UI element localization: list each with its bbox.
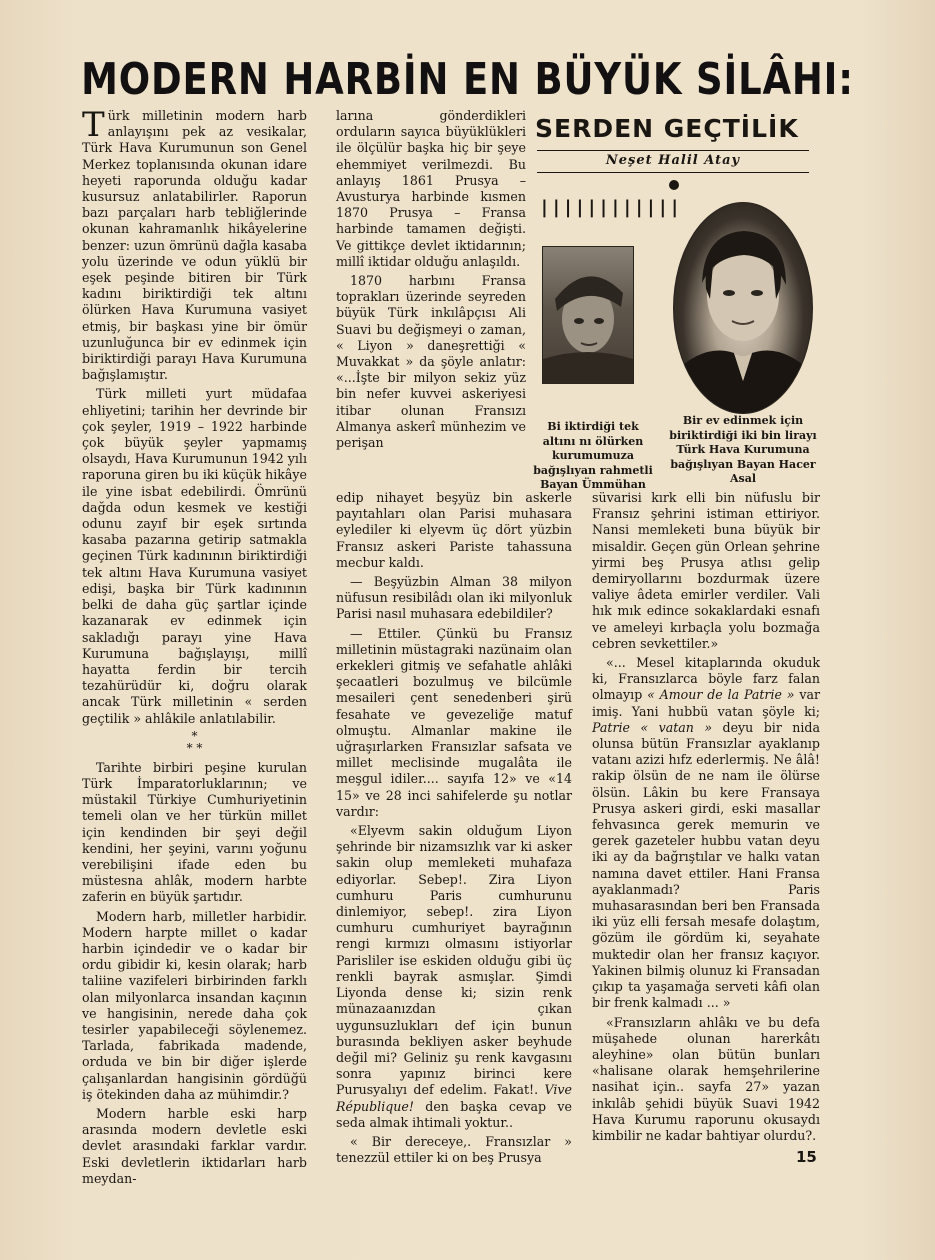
paragraph: «... Mesel kitaplarında okuduk ki, Fransızlarca böyle farz falan olmayıp « Amour de la Patrie » var imiş. Yani hubbü vatan şöyle ki; Patrie « vatan » deyu bir nida olunsa bütün Fransızlar ayaklanıp vatanı azizi hıfz ederlermiş. Ne âlâ! rakip ölsün de ne nam ile ölürse ölsün. Lâkin bu kere Fransaya Prusya askeri girdi, eski masallar fehvasınca gerek memurin ve gerek gazeteler hubbu vatan deyu iki ay da bağrıştılar ve halkı vatan namına davet ettiler. Hani Fransa ayaklanmadı? Paris muhasarasından beri ben Fransada iki yüz elli fersah mesafe dolaştım, gözüm ile gördüm ki, seyahate muktedir olan her fransız kaçıyor. Yakinen bilmiş olunuz ki Fransadan çıkıp ta yaşamağa serveti kâfi olan bir frenk kalmadı ... »: [592, 655, 820, 1011]
paragraph: « Bir dereceye,. Fransızlar » tenezzül ettiler ki on beş Prusya: [336, 1133, 572, 1166]
dropcap: T: [82, 105, 105, 145]
paragraph: Tarihte birbiri peşine kurulan Türk İmparatorluklarının; ve müstakil Türkiye Cumhuriyetinin temeli olan ve her türkün millet için kendinden bir şeyi değil kendini, her şeyini, varını yoğunu verebilişini ifade eden bu müstesna ahlâk, modern harbte zaferin en büyük şartıdır.: [82, 759, 307, 905]
paragraph: Türk milleti yurt müdafaa ehliyetini; tarihin her devrinde bir çok şeyler, 1919 – 1922 harbinde çok büyük şeyler yapmamış olsaydı, Hava Kurumunun 1942 yılı raporuna giren bu iki küçük hikâye ile yine isbat edebilirdi. Ömrünü dağda odun kesmek ve kestiği odunu zayıf bir eşek sırtında kasaba pazarına getirip satmakla geçinen Türk kadınının biriktirdiği tek altını Hava Kurumuna vasiyet edişi, başka bir Türk kadınının belki de daha güç şartlar içinde kazanarak ev edinmek için sakladığı parayı yine Hava Kurumuna bağışlayışı, millî hayatta ferdin bir tercih tezahürüdür ki, doğru olarak ancak Türk milletinin « serden geçtilik » ahlâkile anlatılabilir.: [82, 386, 307, 726]
italic-quote: Patrie « vatan »: [592, 719, 713, 735]
paragraph: Modern harble eski harp arasında modern devletle eski devlet arasındaki farklar vardır. Eski devletlerin iktidarları harb meydan-: [82, 1105, 307, 1186]
paragraph: Modern harb, milletler harbidir. Modern harpte millet o kadar harbin içindedir ve o kadar bir ordu gibidir ki, kesin olarak; harb taliine vazifeleri birbirinden farklı olan milyonlarca insandan kaçının ve hangisinin, nerede daha çok tesirler yapabileceği söylenemez. Tarlada, fabrikada madende, orduda ve bin bir diğer işlerde çalışanlardan hangisinin gördüğü iş ötekinden daha az mühimdir.?: [82, 908, 307, 1102]
article-column-4: [592, 490, 820, 1147]
paragraph: edip nihayet beşyüz bin askerle payıtahları olan Parisi muhasara eylediler ki elyevm üç dört yüzbin Fransız askeri Pariste tahassuna mecbur kaldı.: [336, 490, 572, 570]
section-separator: * * *: [186, 728, 203, 755]
paragraph: — Ettiler. Çünkü bu Fransız milletinin müstagraki nazünaim olan erkekleri gitmiş ve sefahatle ahlâki şecaatleri bozulmuş ve bilcümle mesaileri çent senedenberi şirü fesahate ve gevezeliğe matuf olmuştu. Almanlar makine ile uğraşırlarken Fransızlar safsata ve millet meclisinde mugalâta ile meşgul idiler.... sayıfa 12» ve «14 15» ve 28 inci sahifelerde şu notlar vardır:: [336, 625, 572, 819]
bullet-dot: [669, 180, 679, 190]
paragraph: «Elyevm sakin olduğum Liyon şehrinde bir nizamsızlık var ki asker sakin olup memleketi muhafaza ediyorlar. Sebep!. Zira Liyon cumhuru Paris cumhurunu dinlemiyor, sebep!. zira Liyon cumhuru cumhuriyet bayrağının rengi kırmızı olmasını istiyorlar Parisliler ise eskiden olduğu gibi üç renkli bayrak asmışlar. Şimdi Liyonda dense ki; sizin renk münazaanızdan çıkan uygunsuzlukları def için bunun burasında bekliyen asker beyhude değil mi? Geliniz şu renk kavgasını sonra yapınız birinci kere Purusyalıyı def edelim. Fakat!. Vive République! den başka cevap ve seda almak ihtimali yoktur..: [336, 823, 572, 1130]
photo-caption-right: Bir ev edinmek için biriktirdiği iki bin lirayı Türk Hava Kurumuna bağışlıyan Bayan Hacer Asal: [669, 414, 817, 485]
article-column-3: [336, 490, 572, 1169]
paragraph: ürk milletinin modern harb anlayışını pek az vesikalar, Türk Hava Kurumunun son Genel Merkez toplanısında okunan idare heyeti raporunda olduğu kadar kusursuz anlatabilirler. Raporun bazı parçaları harb tebliğlerinde okunan kahramanlık hikâyelerine benzer: uzun ömrünü dağla kasaba yolu üzerinde ve odun yüklü bir eşek peşinde bitiren bir Türk kadını biriktirdiği tek altını ölürken Hava Kurumuna vasiyet etmiş, bir başkası yine bir ömür uzunluğunca bir ev edinmek için biriktirdiği parayı Hava Kurumuna bağışlamıştır.: [82, 108, 307, 383]
decorative-bars: ||||||||||||: [539, 197, 682, 218]
headline: MODERN HARBİN EN BÜYÜK SİLÂHI:: [81, 54, 854, 105]
author-byline: Neşet Halil Atay: [605, 153, 741, 168]
paragraph: süvarisi kırk elli bin nüfuslu bir Fransız şehrini istiman ettiriyor. Nansi memleketi buna büyük bir misaldir. Geçen gün Orlean şehrine yirmi beş Prusya atlısı gelip demiryollarını bozdurmak üzere valiye âdeta emirler verdiler. Vali hık mık edince sokaklardaki esnafı ve ameleyi kırbaçla yolu bozmağa cebren sevkettiler.»: [592, 490, 820, 651]
paragraph: 1870 harbını Fransa toprakları üzerinde seyreden büyük Türk inkılâpçısı Ali Suavi bu değişmeyi o zaman, « Liyon » daneşrettiği « Muvakkat » da şöyle anlatır: «...İşte bir milyon sekiz yüz bin nefer kuvvei askeriyesi itibar olunan Fransızı Almanya askerî münhezim ve perişan: [336, 273, 526, 451]
article-column-1: [82, 105, 307, 1190]
italic-quote: « Amour de la Patrie »: [647, 687, 795, 703]
rule-top: [537, 150, 809, 151]
portrait-photo-ummuhan: [542, 246, 634, 384]
rule-bottom: [537, 172, 809, 173]
photo-caption-left: Bi iktirdiği tek altını nı ölürken kurumumuza bağışlıyan rahmetli Bayan Ümmühan: [533, 420, 653, 491]
subheadline: SERDEN GEÇTİLİK: [535, 114, 799, 143]
paragraph: «Fransızların ahlâkı ve bu defa müşahede olunan harerkâtı aleyhine» olan bütün bunları «halisane olarak hemşehrilerine nasihat için.. sayfa 27» yazan inkılâb şehidi büyük Suavi 1942 Hava Kurumu raporunu okusaydı kimbilir ne kadar bahtiyar olurdu?.: [592, 1014, 820, 1143]
italic-quote: Vive République!: [336, 1082, 572, 1114]
page-number: 15: [796, 1148, 817, 1166]
portrait-photo-hacer-asal: [673, 202, 813, 414]
paragraph: larına gönderdikleri orduların sayıca büyüklükleri ile ölçülür başka hiç bir şeye ehemmiyet verilmezdi. Bu anlayış 1861 Prusya – Avusturya harbinde kısmen 1870 Prusya – Fransa harbinde tamamen değişti. Ve gittikçe devlet iktidarının; millî iktidar olduğu anlaşıldı.: [336, 108, 526, 269]
paragraph: — Beşyüzbin Alman 38 milyon nüfusun resibilâdı olan iki milyonluk Parisi nasıl muhasara edebildiler?: [336, 574, 572, 622]
article-column-2: [336, 108, 526, 454]
